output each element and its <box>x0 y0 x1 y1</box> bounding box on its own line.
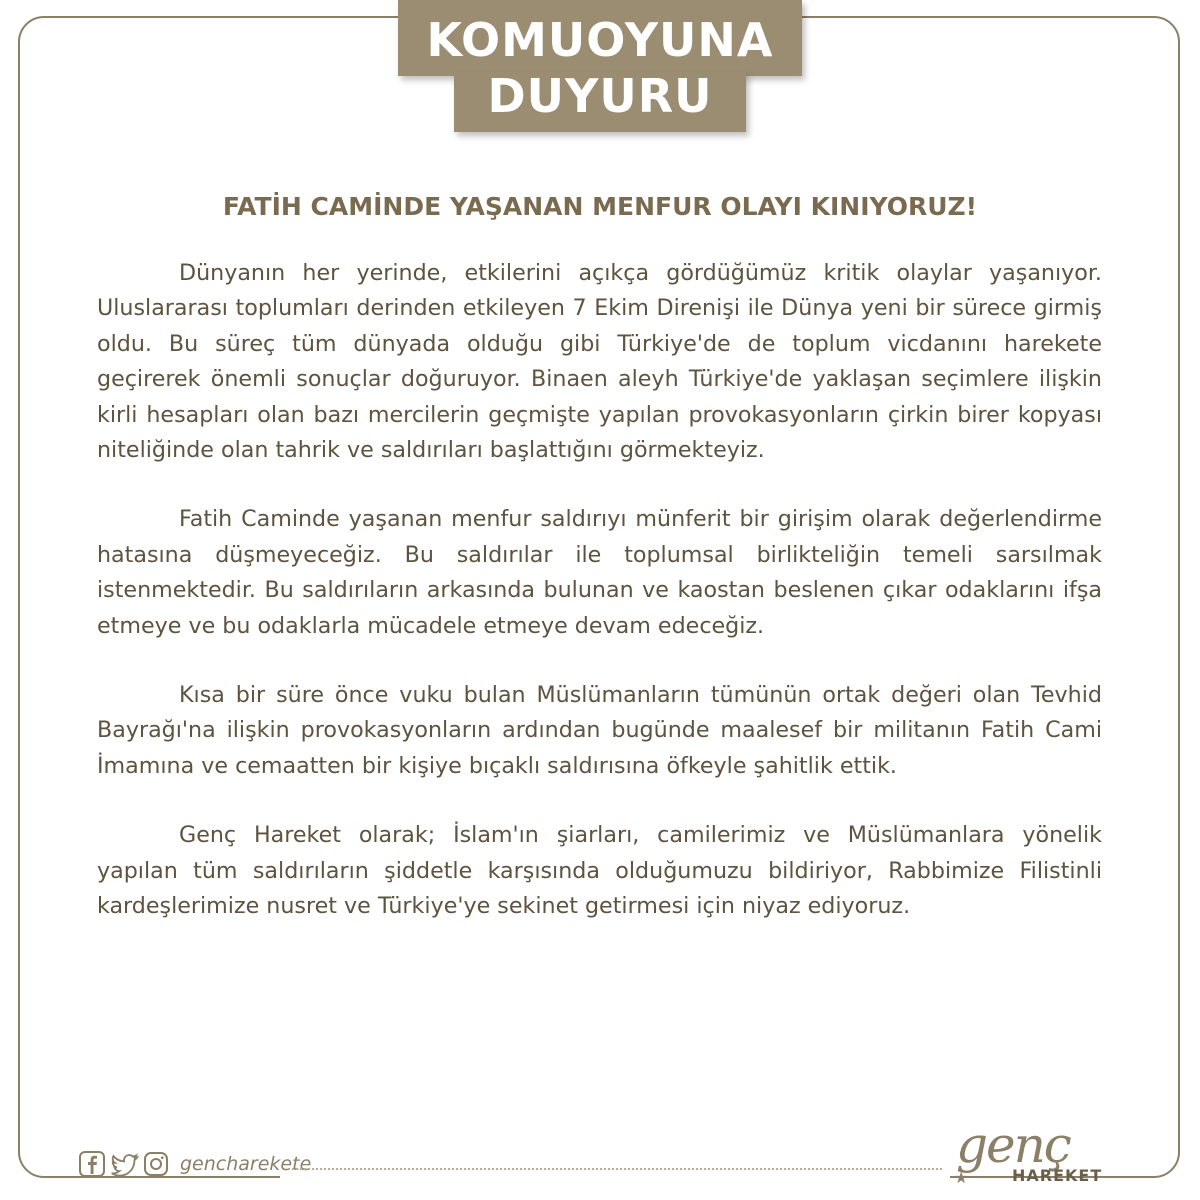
logo-script: genç <box>956 1116 1070 1174</box>
announcement-header <box>398 0 802 132</box>
header-line-1: KOMUOYUNA <box>426 13 774 67</box>
social-links <box>78 1150 311 1178</box>
instagram-icon[interactable] <box>142 1150 170 1178</box>
logo-subtitle: HAREKET <box>1012 1166 1103 1185</box>
header-title <box>398 12 802 124</box>
statement-body <box>97 256 1102 959</box>
paragraph-3: Kısa bir süre önce vuku bulan Müslümanların tümünün ortak değeri olan Tevhid Bayrağı'na ilişkin provokasyonların ardından bugünde maalesef bir militanın Fatih Cami İmamına ve cemaatten bir kişiye bıçaklı saldırısına öfkeyle şahitlik ettik. <box>97 682 1102 779</box>
facebook-icon[interactable] <box>78 1150 106 1178</box>
genc-hareket-logo <box>948 1116 1128 1190</box>
statement-title: FATİH CAMİNDE YAŞANAN MENFUR OLAYI KINIYORUZ! <box>222 192 978 221</box>
social-handle[interactable]: gencharekete <box>180 1153 312 1175</box>
paragraph-4: Genç Hareket olarak; İslam'ın şiarları, camilerimiz ve Müslümanlara yönelik yapılan tüm saldırıların şiddetle karşısında olduğumuzu bildiriyor, Rabbimize Filistinli kardeşlerimize nusret ve Türkiye'ye sekinet getirmesi için niyaz ediyoruz. <box>97 822 1102 920</box>
header-line-2: DUYURU <box>487 69 713 123</box>
paragraph-1: Dünyanın her yerinde, etkilerini açıkça gördüğümüz kritik olaylar yaşanıyor. Uluslararası toplumları derinden etkileyen 7 Ekim Direnişi ile Dünya yeni bir sürece girmiş oldu. Bu süreç tüm dünyada olduğu gibi Türkiye'de de toplum vicdanını harekete geçirerek önemli sonuçlar doğuruyor. Binaen aleyh Türkiye'de yaklaşan seçimlere ilişkin kirli hesapları olan bazı mercilerin geçmişte yapılan provokasyonların çirkin birer kopyası niteliğinde olan tahrik ve saldırıları başlattığını görmekteyiz. <box>97 260 1102 464</box>
footer-divider <box>292 1168 942 1170</box>
twitter-icon[interactable] <box>110 1150 138 1178</box>
star-icon: ★ <box>954 1168 969 1187</box>
paragraph-2: Fatih Caminde yaşanan menfur saldırıyı münferit bir girişim olarak değerlendirme hatasına düşmeyeceğiz. Bu saldırılar ile toplumsal birlikteliğin temeli sarsılmak istenmektedir. Bu saldırıların arkasında bulunan ve kaostan beslenen çıkar odaklarını ifşa etmeye ve bu odaklarla mücadele etmeye devam edeceğiz. <box>97 506 1102 639</box>
